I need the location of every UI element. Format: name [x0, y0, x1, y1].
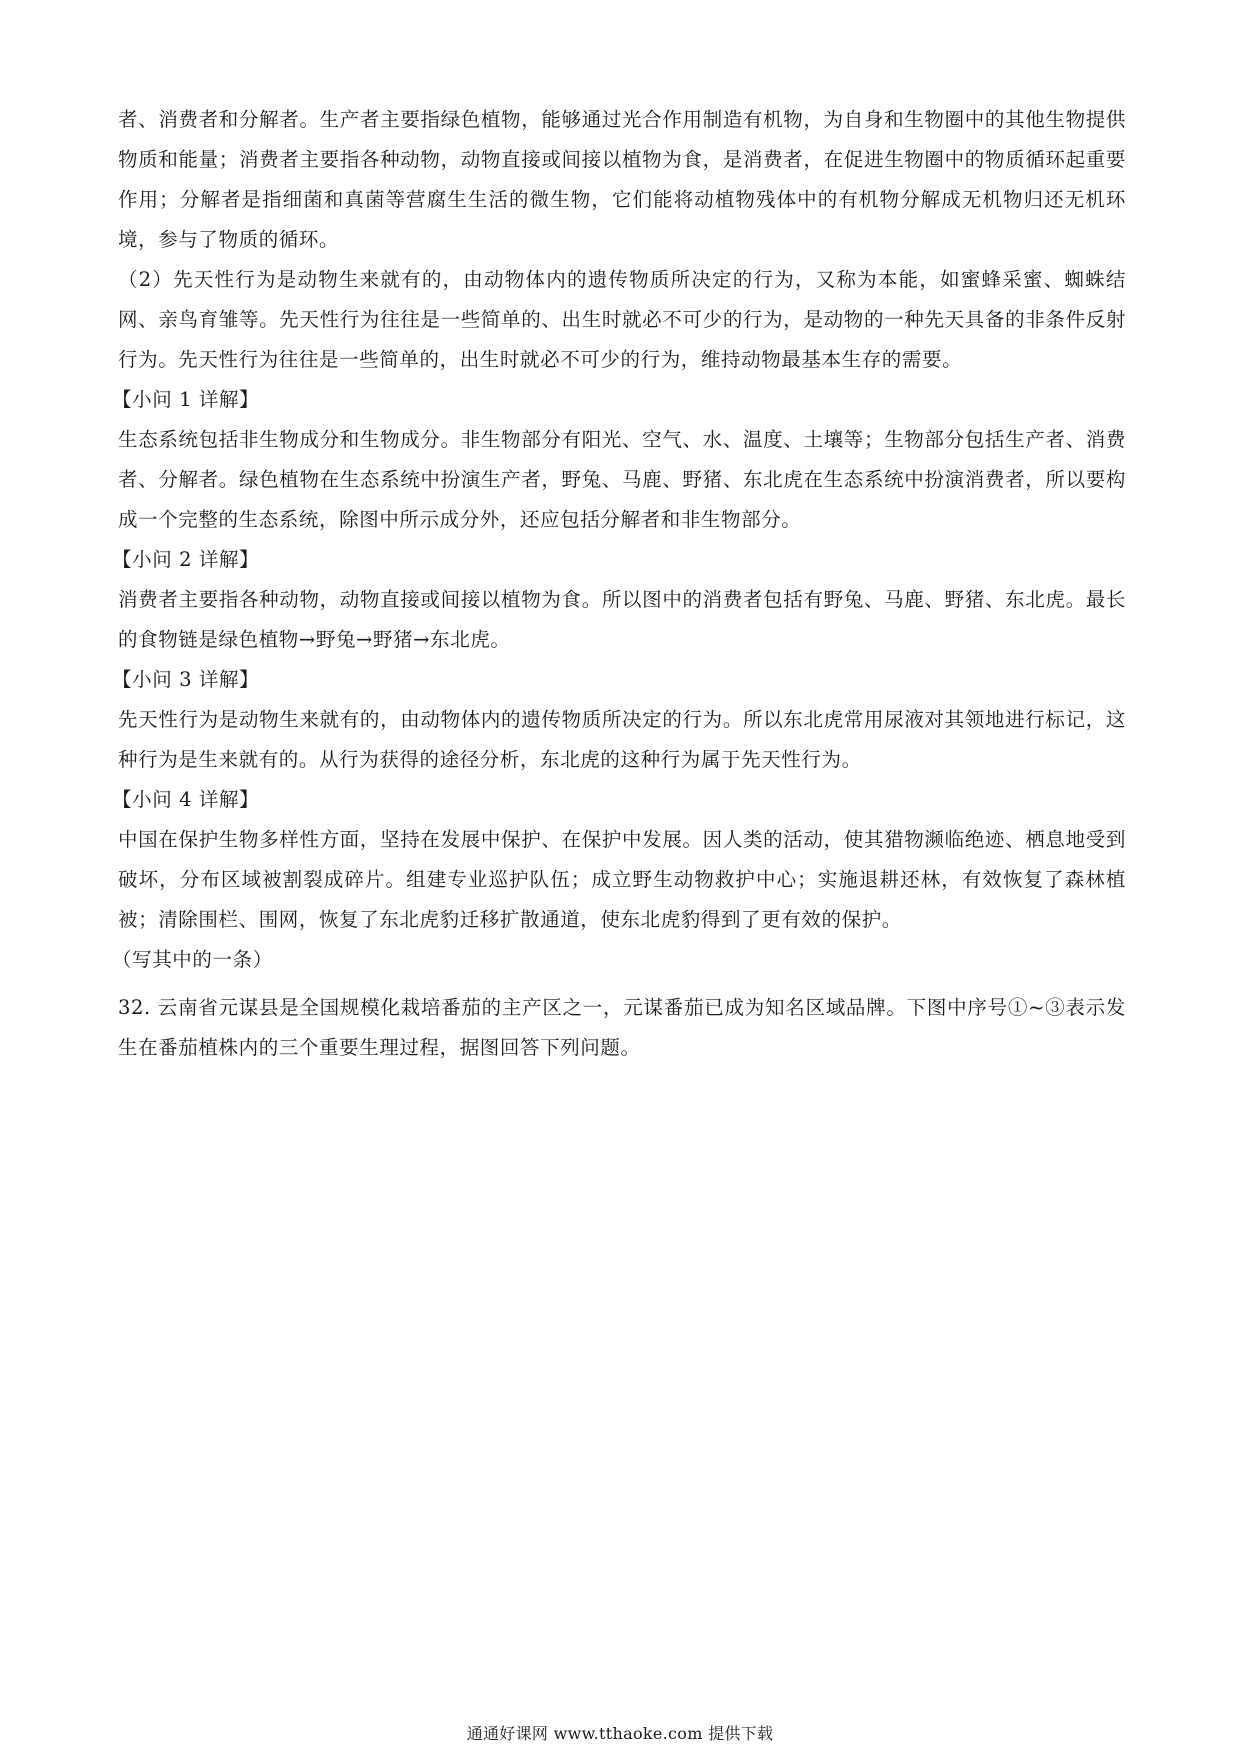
paragraph-answer-2: 消费者主要指各种动物，动物直接或间接以植物为食。所以图中的消费者包括有野兔、马鹿、野猪、东北虎。最长的食物链是绿色植物→野兔→野猪→东北虎。	[118, 588, 1126, 651]
paragraph-answer-3: 先天性行为是动物生来就有的，由动物体内的遗传物质所决定的行为。所以东北虎常用尿液对其领地进行标记，这种行为是生来就有的。从行为获得的途径分析，东北虎的这种行为属于先天性行为。	[118, 708, 1126, 771]
document-body	[112, 100, 1126, 1068]
question-32: 32. 云南省元谋县是全国规模化栽培番茄的主产区之一，元谋番茄已成为知名区域品牌。下图中序号①~③表示发生在番茄植株内的三个重要生理过程，据图回答下列问题。	[118, 996, 1126, 1059]
paragraph-answer-1: 生态系统包括非生物成分和生物成分。非生物部分有阳光、空气、水、温度、土壤等；生物部分包括生产者、消费者、分解者。绿色植物在生态系统中扮演生产者，野兔、马鹿、野猪、东北虎在生态系统中扮演消费者，所以要构成一个完整的生态系统，除图中所示成分外，还应包括分解者和非生物部分。	[118, 428, 1126, 531]
heading-subquestion-4: 【小问 4 详解】	[112, 788, 260, 811]
heading-subquestion-1: 【小问 1 详解】	[112, 388, 260, 411]
heading-subquestion-3: 【小问 3 详解】	[112, 668, 260, 691]
footer-source: 通通好课网 www.tthaoke.com 提供下载	[466, 1724, 774, 1743]
paragraph-note: （写其中的一条）	[112, 948, 273, 971]
heading-subquestion-2: 【小问 2 详解】	[112, 548, 260, 571]
paragraph-innate-behavior: （2）先天性行为是动物生来就有的，由动物体内的遗传物质所决定的行为，又称为本能，如蜜蜂采蜜、蜘蛛结网、亲鸟育雏等。先天性行为往往是一些简单的、出生时就必不可少的行为，是动物的一种先天具备的非条件反射行为。先天性行为往往是一些简单的，出生时就必不可少的行为，维持动物最基本生存的需要。	[118, 268, 1126, 371]
paragraph-answer-4: 中国在保护生物多样性方面，坚持在发展中保护、在保护中发展。因人类的活动，使其猎物濒临绝迹、栖息地受到破坏，分布区域被割裂成碎片。组建专业巡护队伍；成立野生动物救护中心；实施退耕还林，有效恢复了森林植被；清除围栏、围网，恢复了东北虎豹迁移扩散通道，使东北虎豹得到了更有效的保护。	[118, 828, 1126, 931]
paragraph-ecosystem-components: 者、消费者和分解者。生产者主要指绿色植物，能够通过光合作用制造有机物，为自身和生物圈中的其他生物提供物质和能量；消费者主要指各种动物，动物直接或间接以植物为食，是消费者，在促进生物圈中的物质循环起重要作用；分解者是指细菌和真菌等营腐生生活的微生物，它们能将动植物残体中的有机物分解成无机物归还无机环境，参与了物质的循环。	[118, 108, 1126, 251]
